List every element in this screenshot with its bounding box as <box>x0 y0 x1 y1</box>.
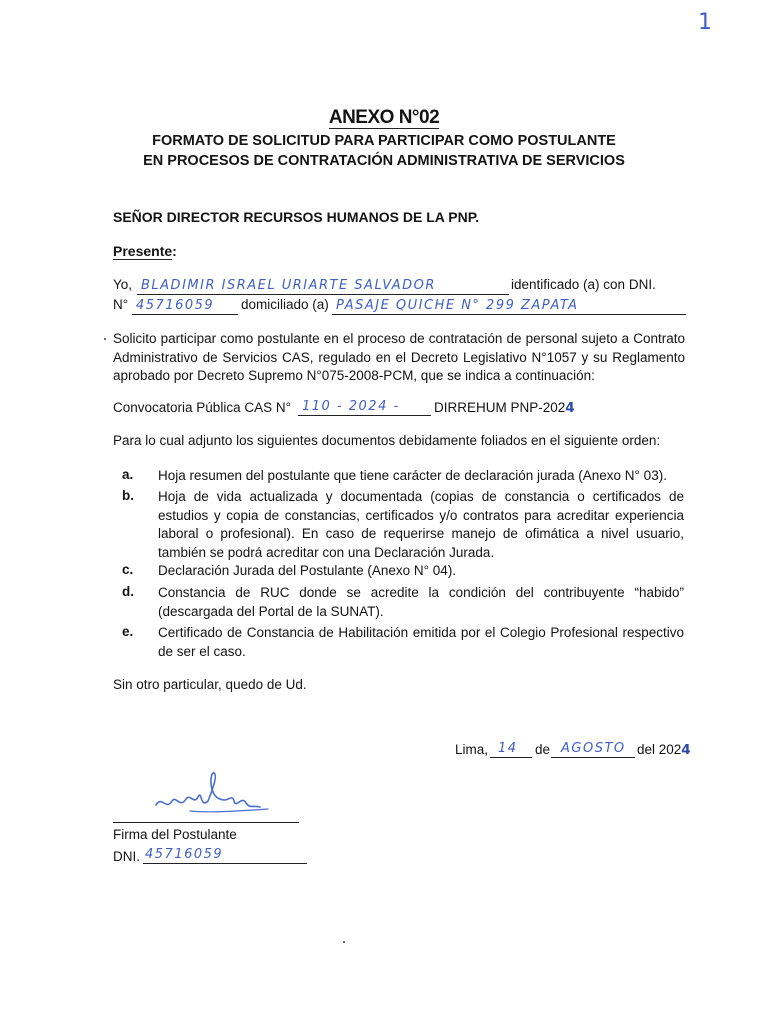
addressee: SEÑOR DIRECTOR RECURSOS HUMANOS DE LA PNP. <box>113 209 480 225</box>
list-item-letter: c. <box>122 562 134 577</box>
dni-field[interactable] <box>132 296 238 315</box>
list-item: Constancia de RUC donde se acredite la condición del contribuyente “habido” (descargada del Portal de la SUNAT). <box>158 585 684 619</box>
list-item: Hoja resumen del postulante que tiene carácter de declaración jurada (Anexo N° 03). <box>158 468 667 483</box>
presente-text: Presente <box>113 243 173 259</box>
presente-label <box>113 243 177 259</box>
dni-number-label: N° <box>113 297 129 312</box>
convocatoria-number: 110 - 2024 - <box>302 399 400 414</box>
signature-dni-value: 45716059 <box>145 847 224 862</box>
scan-speck <box>343 941 345 943</box>
date-day: 14 <box>498 741 518 756</box>
signature-scribble <box>150 765 280 825</box>
date-year <box>637 741 691 759</box>
page-number: 1 <box>698 10 714 35</box>
date-day-field[interactable] <box>490 739 532 758</box>
date-city-label: Lima, <box>455 742 489 757</box>
subtitle-line-2: EN PROCESOS DE CONTRATACIÓN ADMINISTRATIVA DE SERVICIOS <box>143 153 625 169</box>
applicant-name-field[interactable] <box>137 276 509 295</box>
list-item-letter: e. <box>122 624 134 639</box>
signature-label: Firma del Postulante <box>113 827 237 842</box>
date-de-label: de <box>535 742 551 757</box>
request-paragraph: Solicito participar como postulante en el proceso de contratación de personal sujeto a Contrato Administrativo de Servicios CAS, regulado en el Decreto Legislativo N°1057 y su Reglamento aprobado por Decreto Supremo N°075-2008-PCM, que se indica a continuación: <box>113 331 685 383</box>
presente-colon: : <box>172 243 177 259</box>
list-item: Certificado de Constancia de Habilitación emitida por el Colegio Profesional respectivo de ser el caso. <box>158 625 684 659</box>
list-item-letter: b. <box>122 488 134 503</box>
list-item: Hoja de vida actualizada y documentada (copias de constancia o certificados de estudios y copia de constancias, certificados y/o contratos para acreditar experiencia laboral o profesional). En caso de requerirse manejo de ofimática a nivel usuario, también se podrá acreditar con una Declaración Jurada. <box>158 489 684 560</box>
convocatoria-suffix-text: DIRREHUM PNP-202 <box>434 400 566 415</box>
scan-speck <box>104 338 106 340</box>
date-month: AGOSTO <box>561 741 626 756</box>
list-item: Declaración Jurada del Postulante (Anexo N° 04). <box>158 563 457 578</box>
annex-title-text: ANEXO N°02 <box>328 107 440 128</box>
date-month-field[interactable] <box>551 739 635 758</box>
convocatoria-year-digit: 4 <box>565 400 577 416</box>
signature-dni-label: DNI. <box>113 849 140 864</box>
signature-dni-field[interactable] <box>143 845 307 864</box>
domicilio-label: domiciliado (a) <box>241 297 329 312</box>
identificado-label: identificado (a) con DNI. <box>511 277 656 292</box>
signature-line <box>113 822 299 823</box>
documents-intro: Para lo cual adjunto los siguientes documentos debidamente foliados en el siguiente orden: <box>113 433 661 448</box>
convocatoria-suffix <box>434 399 576 417</box>
date-year-digit: 4 <box>681 742 691 758</box>
address-value: PASAJE QUICHE N° 299 ZAPATA <box>336 298 579 313</box>
address-field[interactable] <box>332 296 686 315</box>
closing-text: Sin otro particular, quedo de Ud. <box>113 677 307 692</box>
subtitle-line-1: FORMATO DE SOLICITUD PARA PARTICIPAR COMO POSTULANTE <box>152 133 616 149</box>
list-item-letter: a. <box>122 467 134 482</box>
annex-title <box>0 107 768 129</box>
convocatoria-label: Convocatoria Pública CAS N° <box>113 400 291 415</box>
dni-value: 45716059 <box>136 298 215 313</box>
applicant-name: BLADIMIR ISRAEL URIARTE SALVADOR <box>141 278 436 293</box>
convocatoria-number-field[interactable] <box>298 397 431 416</box>
list-item-letter: d. <box>122 584 134 599</box>
date-year-text: del 202 <box>637 742 682 757</box>
yo-label: Yo, <box>113 277 133 292</box>
